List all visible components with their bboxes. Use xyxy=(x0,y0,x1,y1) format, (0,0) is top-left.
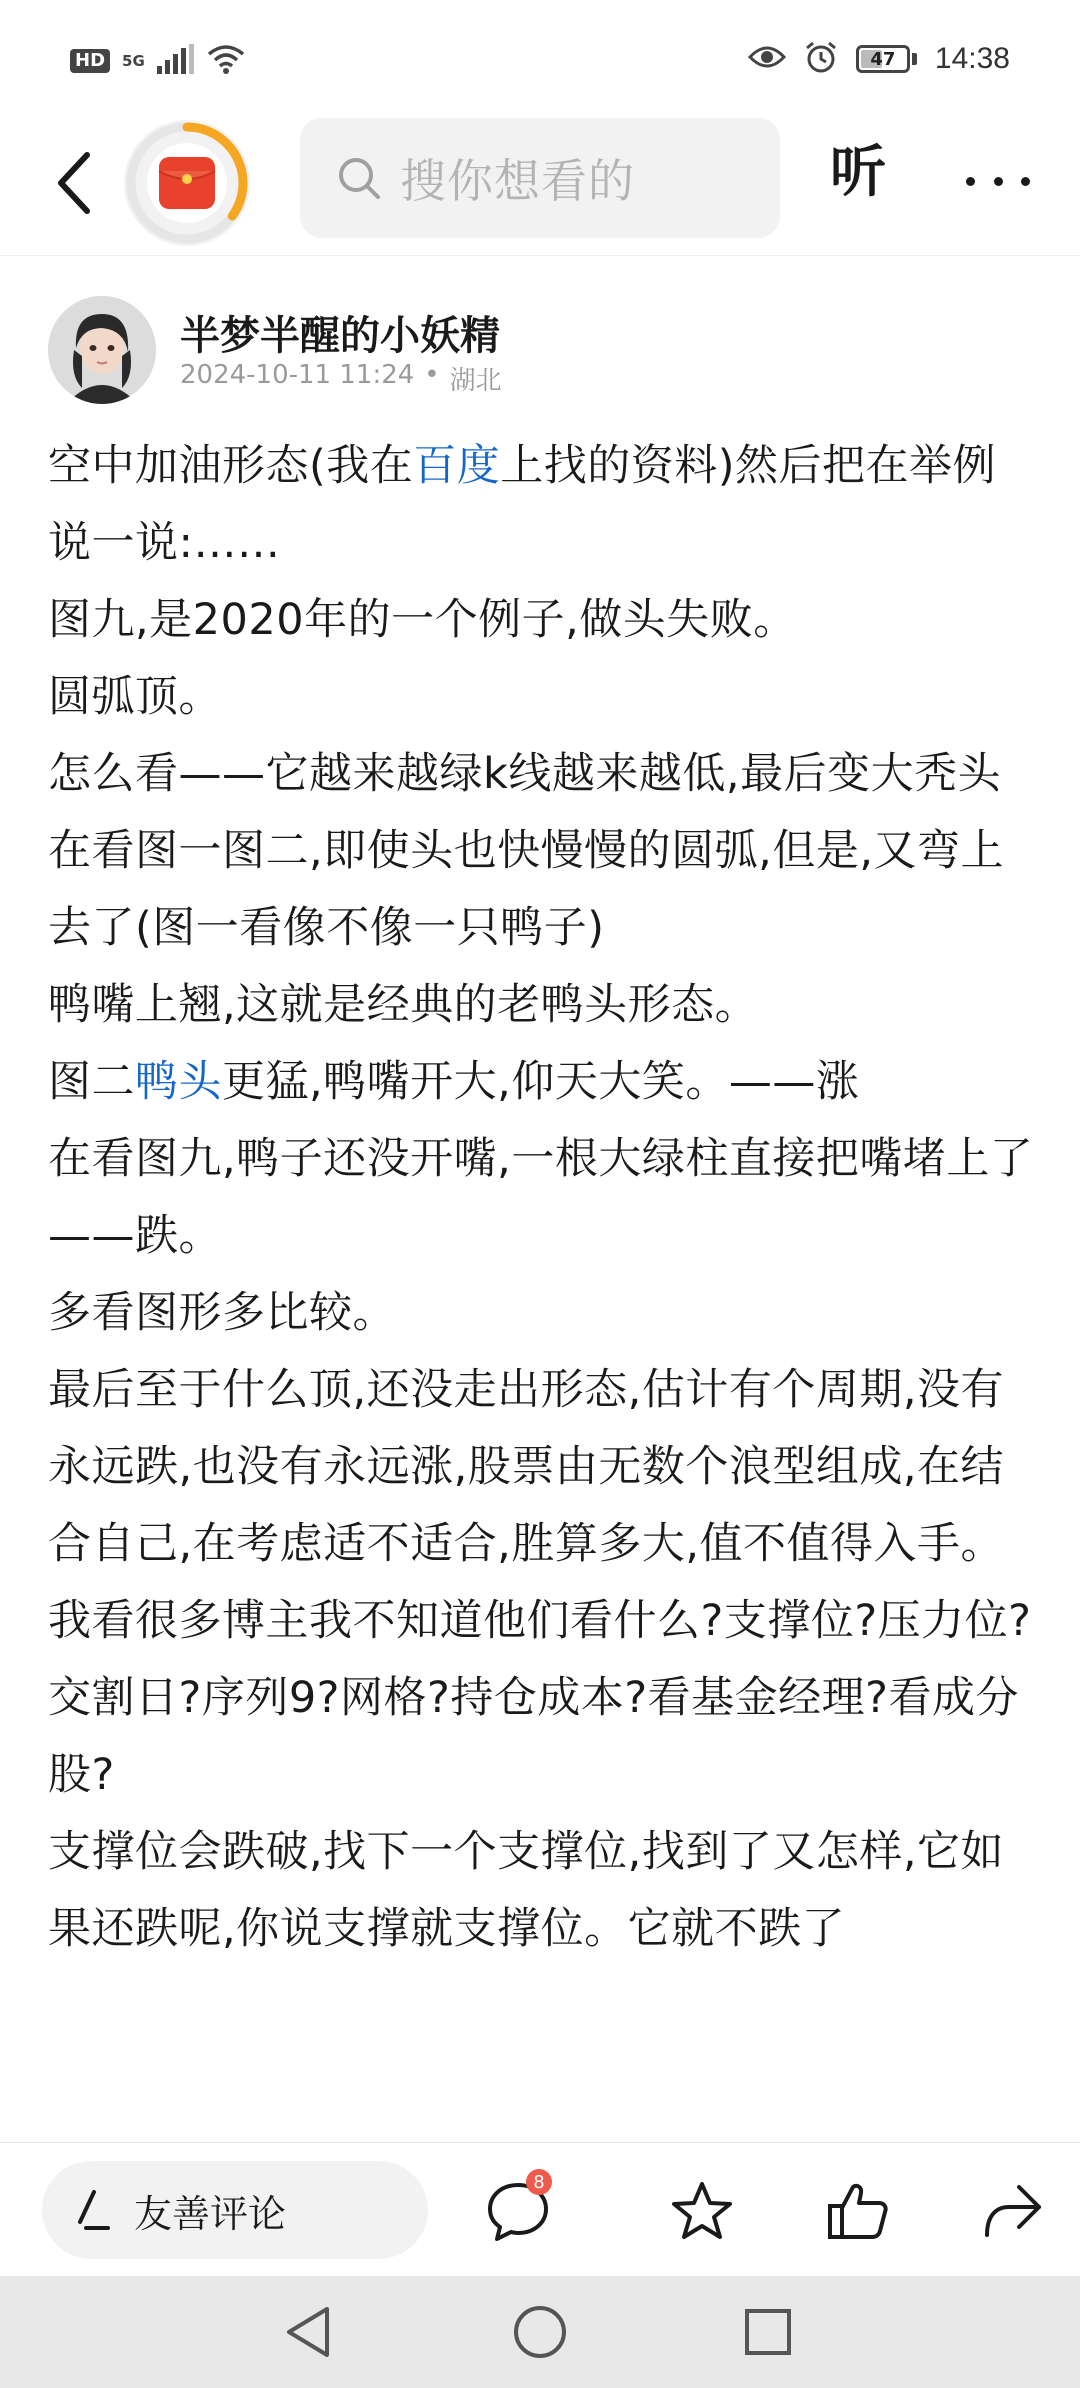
more-dot-icon xyxy=(966,177,975,186)
paragraph: 怎么看——它越来越绿k线越来越低,最后变大秃头 xyxy=(48,749,1002,799)
red-envelope-icon xyxy=(155,151,219,215)
paragraph: 最后至于什么顶,还没走出形态,估计有个周期,没有永远跌,也没有永远涨,股票由无数个浪型组成,在结合自己,在考虑适不适合,胜算多大,值不值得入手。 xyxy=(48,1365,1005,1569)
text-span: 空中加油形态(我在 xyxy=(48,441,414,491)
status-right xyxy=(748,40,1010,78)
listen-button[interactable]: 听 xyxy=(830,140,886,205)
comments-button[interactable] xyxy=(478,2173,558,2249)
battery-level: 47 xyxy=(870,48,896,70)
text-span: 更猛,鸭嘴开大,仰天大笑。——涨 xyxy=(222,1057,860,1107)
eye-icon xyxy=(748,43,786,75)
paragraph: 多看图形多比较。 xyxy=(48,1288,396,1338)
more-menu-button[interactable] xyxy=(958,146,1038,216)
home-circle-icon xyxy=(512,2304,568,2360)
back-button[interactable] xyxy=(40,140,110,226)
post-location: 湖北 xyxy=(449,366,502,396)
text-span: 图二 xyxy=(48,1057,135,1107)
clock: 14:38 xyxy=(934,42,1010,75)
status-left xyxy=(70,44,245,78)
paragraph: 图九,是2020年的一个例子,做头失败。 xyxy=(48,595,797,645)
comment-placeholder: 友善评论 xyxy=(134,2191,287,2236)
author-name[interactable]: 半梦半醒的小妖精 xyxy=(180,313,500,359)
favorite-button[interactable] xyxy=(662,2173,742,2249)
avatar[interactable] xyxy=(48,296,156,404)
red-packet-button[interactable] xyxy=(124,120,250,246)
thumbs-up-icon xyxy=(825,2179,891,2243)
pen-icon xyxy=(72,2188,112,2232)
paragraph xyxy=(48,428,1038,582)
system-nav-bar xyxy=(0,2276,1080,2388)
back-triangle-icon xyxy=(283,2305,333,2359)
chevron-left-icon xyxy=(55,151,95,215)
share-icon xyxy=(979,2179,1045,2243)
system-recents-button[interactable] xyxy=(738,2302,798,2362)
search-icon xyxy=(336,155,382,201)
baidu-link[interactable]: 百度 xyxy=(413,441,501,491)
top-nav xyxy=(0,110,1080,256)
comment-input[interactable] xyxy=(42,2161,428,2259)
wifi-icon xyxy=(207,44,245,78)
hd-badge: HD xyxy=(70,49,110,73)
meta-separator: • xyxy=(424,360,440,390)
paragraph: 在看图一图二,即使头也快慢慢的圆弧,但是,又弯上去了(图一看像不像一只鸭子) xyxy=(48,826,1005,953)
search-input[interactable] xyxy=(300,118,780,238)
share-button[interactable] xyxy=(972,2173,1052,2249)
article-body xyxy=(48,428,1038,2140)
system-home-button[interactable] xyxy=(510,2302,570,2362)
paragraph: 在看图九,鸭子还没开嘴,一根大绿柱直接把嘴堵上了——跌。 xyxy=(48,1134,1034,1261)
paragraph: 圆弧顶。 xyxy=(48,672,222,722)
post-datetime: 2024-10-11 11:24 xyxy=(180,360,415,390)
recents-square-icon xyxy=(742,2306,794,2358)
system-back-button[interactable] xyxy=(278,2302,338,2362)
duck-head-link[interactable]: 鸭头 xyxy=(135,1057,222,1107)
more-dot-icon xyxy=(994,177,1003,186)
paragraph: 我看很多博主我不知道他们看什么?支撑位?压力位?交割日?序列9?网格?持仓成本?看基金经理?看成分股? xyxy=(48,1596,1032,1800)
battery-icon xyxy=(856,45,917,73)
search-placeholder: 搜你想看的 xyxy=(400,154,635,208)
star-icon xyxy=(669,2179,735,2243)
signal-icon xyxy=(157,44,195,78)
comment-count-badge: 8 xyxy=(526,2169,552,2195)
paragraph: 支撑位会跌破,找下一个支撑位,找到了又怎样,它如果还跌呢,你说支撑就支撑位。它就不跌了 xyxy=(48,1827,1005,1954)
author-header xyxy=(48,296,1048,406)
network-label: 5G xyxy=(122,51,145,70)
paragraph: 鸭嘴上翘,这就是经典的老鸭头形态。 xyxy=(48,980,759,1030)
bottom-action-bar xyxy=(0,2142,1080,2276)
alarm-icon xyxy=(804,40,838,78)
more-dot-icon xyxy=(1021,177,1030,186)
paragraph xyxy=(48,1044,1038,1121)
status-bar xyxy=(0,0,1080,110)
post-meta xyxy=(180,360,502,397)
text-span: 上找的资料)然后把在举例说一说:…… xyxy=(48,441,997,568)
like-button[interactable] xyxy=(818,2173,898,2249)
